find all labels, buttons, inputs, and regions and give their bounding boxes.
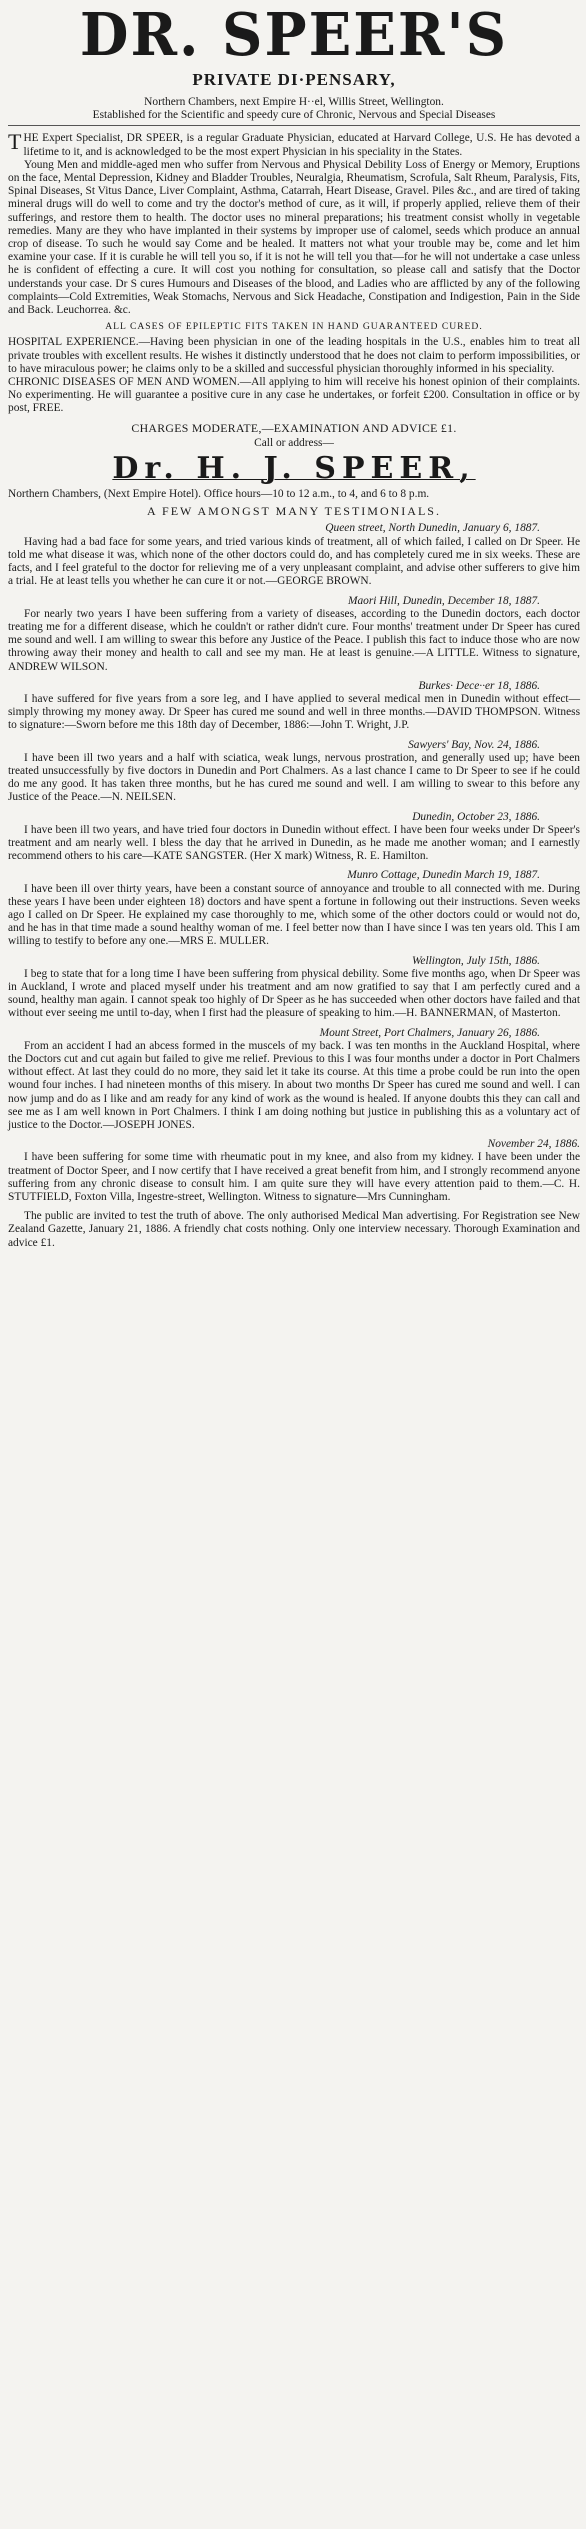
testimonial-body: I have been ill two years and a half with sciatica, weak lungs, nervous prostration, and generally used up; have been treated unsuccessfully by five doctors in Dunedin and Port Chalmers. As a last chance I came to Dr Speer to see if he could do me any good. It has taken three months, but he has cured me sound and well. I am willing to swear to this before any Justice of the Peace.—N. NEILSEN. (8, 751, 580, 804)
testimonial-item (8, 869, 580, 948)
call-or-address: Call or address— (254, 436, 334, 449)
testimonial-item (8, 811, 580, 864)
testimonial-place: Munro Cottage, Dunedin March 19, 1887. (347, 869, 540, 882)
testimonial-item (8, 522, 580, 588)
testimonial-place: Sawyers' Bay, Nov. 24, 1886. (408, 738, 540, 751)
advertisement (0, 0, 586, 1250)
masthead-title: DR. SPEER'S (79, 0, 509, 70)
testimonial-place: Burkes· Dece··er 18, 1886. (418, 679, 540, 692)
testimonial-item (8, 680, 580, 733)
testimonial-list (8, 522, 580, 1204)
testimonial-body: For nearly two years I have been suffering from a variety of diseases, according to the Dunedin doctors, each doctor treating me for a different disease, which he couldn't or rather didn't cure. Four months' treatment under Dr Speer has cured me sound and well. I am willing to swear this before any Justice of the Peace. I publish this fact to induce those who are now throwing away their money and health to call and see my man. He at least is genuine.—A LITTLE. Witness to signature, ANDREW WILSON. (8, 607, 580, 673)
young-men-paragraph: Young Men and middle-aged men who suffer from Nervous and Physical Debility Loss of Energy or Memory, Eruptions on the face, Mental Depression, Kidney and Bladder Troubles, Neuralgia, Rheumatism, Scrofula, Salt Rheum, Paralysis, Fits, Spinal Diseases, St Vitus Dance, Liver Complaint, Asthma, Catarrah, Heart Disease, Gravel. Piles &c., and are tired of taking mineral drugs will do well to come and try the doctor's method of cure, as it will, if properly applied, relieve them of their sufferings, and restore them to health. The doctor uses no mineral preparations; his treatment consist wholly in vegetable remedies. Many are they who have implanted in their systems by improper use of calomel, seeds which produce an annual crop of disease. To such he would say Come and be healed. It matters not what your trouble may be, come and let him examine your case. If it is curable he will tell you so, if it is not he will tell you that—for he will not undertake a case unless he is confident of effecting a cure. It will cost you nothing for consultation, so please call and satisfy that the Doctor understands your case. Dr S cures Humours and Diseases of the blood, and Ladies who are afflicted by any of the following complaints—Cold Extremities, Weak Stomachs, Nervous and Sick Headache, Constipation and Indigestion, Pain in the Side and Back. Leuchorrea. &c. (8, 158, 580, 317)
testimonial-place: Wellington, July 15th, 1886. (411, 954, 540, 967)
testimonial-place: Maori Hill, Dunedin, December 18, 1887. (347, 594, 540, 607)
testimonial-place: Mount Street, Port Chalmers, January 26, 1886. (319, 1026, 540, 1039)
subheading: PRIVATE DI·PENSARY, (192, 70, 396, 89)
testimonial-body: I have been ill two years, and have tried four doctors in Dunedin without effect. I have been four weeks under Dr Speer's treatment and am nearly well. I bless the day that he arrived in Dunedin, as he made me another woman; and I earnestly recommend others to his care—KATE SANGSTER. (Her X mark) Witness, R. E. Hamilton. (8, 823, 580, 863)
testimonial-body: Having had a bad face for some years, and tried various kinds of treatment, all of which failed, I called on Dr Speer. He told me what disease it was, which none of the other doctors could do, and has completely cured me in six weeks. These are facts, and I feel grateful to the doctor for relieving me of a very unpleasant complaint, and advise other sufferers to give him a trial. He at least tells you whether he can cure it or not.—GEORGE BROWN. (8, 535, 580, 588)
hospital-paragraph: HOSPITAL EXPERIENCE.—Having been physician in one of the leading hospitals in the U.S., enables him to treat all private troubles with excellent results. He wishes it distinctly understood that he does not claim to perform impossibilities, or to have miraculous power; he claims only to be a skilled and successful physician thoroughly informed in his speciality. (8, 336, 580, 375)
address-line: Northern Chambers, next Empire H··el, Willis Street, Wellington. (144, 96, 444, 108)
doctor-name: Dr. H. J. SPEER, (112, 451, 476, 487)
divider (8, 125, 580, 126)
intro-paragraph: THE Expert Specialist, DR SPEER, is a regular Graduate Physician, educated at Harvard College, U.S. He has devoted a lifetime to it, and is acknowledged to be the most expert Physician in his speciality in the States. (8, 129, 580, 158)
testimonial-body: I beg to state that for a long time I have been suffering from physical debility. Some five months ago, when Dr Speer was in Auckland, I wrote and placed myself under his treatment and am now gratified to say that I am perfectly cured and a sound, healthy man again. I cannot speak too highly of Dr Speer as he has succeeded when other doctors have failed and that without ever seeing me until to-day, when I first had the pleasure of speaking to him.—H. BANNERMAN, of Masterton. (8, 967, 580, 1020)
closing-paragraph: The public are invited to test the truth of above. The only authorised Medical Man advertising. For Registration see New Zealand Gazette, January 21, 1886. A friendly chat costs nothing. Only one interview necessary. Thorough Examination and advice £1. (8, 1210, 580, 1249)
testimonial-item (8, 1027, 580, 1133)
testimonial-item (8, 955, 580, 1021)
testimonial-place: Dunedin, October 23, 1886. (412, 810, 540, 823)
testimonial-body: I have been suffering for some time with rheumatic pout in my knee, and also from my kidney. I have been under the treatment of Doctor Speer, and I now certify that I have received a great benefit from him, and I strongly recommend anyone suffering from any chronic disease to consult him. I am quite sure they will have every attention paid to them.—C. H. STUTFIELD, Foxton Villa, Ingestre-street, Wellington. Witness to signature—Mrs Cunningham. (8, 1151, 580, 1204)
office-hours: Northern Chambers, (Next Empire Hotel). Office hours—10 to 12 a.m., to 4, and 6 to 8 p.m. (8, 488, 430, 501)
testimonial-place: Queen street, North Dunedin, January 6, 1887. (325, 522, 540, 535)
testimonials-heading: A FEW AMONGST MANY TESTIMONIALS. (147, 504, 441, 519)
testimonial-item (8, 739, 580, 805)
testimonial-body: From an accident I had an abcess formed in the muscels of my back. I was ten months in the Auckland Hospital, where the Doctors cut and cut again but failed to give me relief. Previous to this I was four months under a doctor in Port Chalmers without effect. At last they could do no more, they said let it take its course. At this time a probe could be run into the open wound four inches. I had nineteen months of this misery. In about two months Dr Speer has cured me sound and well. I can now jump and do as I like and am ready for any kind of work as the wound is healed. If anyone doubts this they can call and see me as I am well known in Port Chalmers. I think I am doing nothing but justice in publishing this as a voluntary act of justice to the Doctor.—JOSEPH JONES. (8, 1039, 580, 1132)
chronic-paragraph: CHRONIC DISEASES OF MEN AND WOMEN.—All applying to him will receive his honest opinion of their complaints. No experimenting. He will guarantee a positive cure in any case he undertakes, or forfeit £200. Consultation in office or by post, FREE. (8, 376, 580, 415)
testimonial-item (8, 1138, 580, 1204)
established-line: Established for the Scientific and speedy cure of Chronic, Nervous and Special Diseases (92, 109, 496, 122)
testimonial-place: November 24, 1886. (487, 1138, 580, 1151)
testimonial-body: I have suffered for five years from a sore leg, and I have applied to several medical men in Dunedin without effect—simply throwing my money away. Dr Speer has cured me sound and well in three months.—DAVID THOMPSON. Witness to signature:—Sworn before me this 18th day of December, 1886:—John T. Wright, J.P. (8, 692, 580, 732)
testimonial-item (8, 595, 580, 674)
testimonial-body: I have been ill over thirty years, have been a constant source of annoyance and trouble to all connected with me. During these years I have been under eighteen 18) doctors and have spent a fortune in following out their instructions. Seven weeks ago I called on Dr Speer. He explained my case thoroughly to me, which some of the other doctors could or would not do, and he has in that time made a sound healthy woman of me. I feel better now than I have since I was ten years old. This I am willing to testify to before any one.—MRS E. MULLER. (8, 882, 580, 948)
charges-line: CHARGES MODERATE,—EXAMINATION AND ADVICE £1. (131, 420, 457, 435)
epileptic-notice: ALL CASES OF EPILEPTIC FITS TAKEN IN HAND GUARANTEED CURED. (105, 321, 483, 333)
